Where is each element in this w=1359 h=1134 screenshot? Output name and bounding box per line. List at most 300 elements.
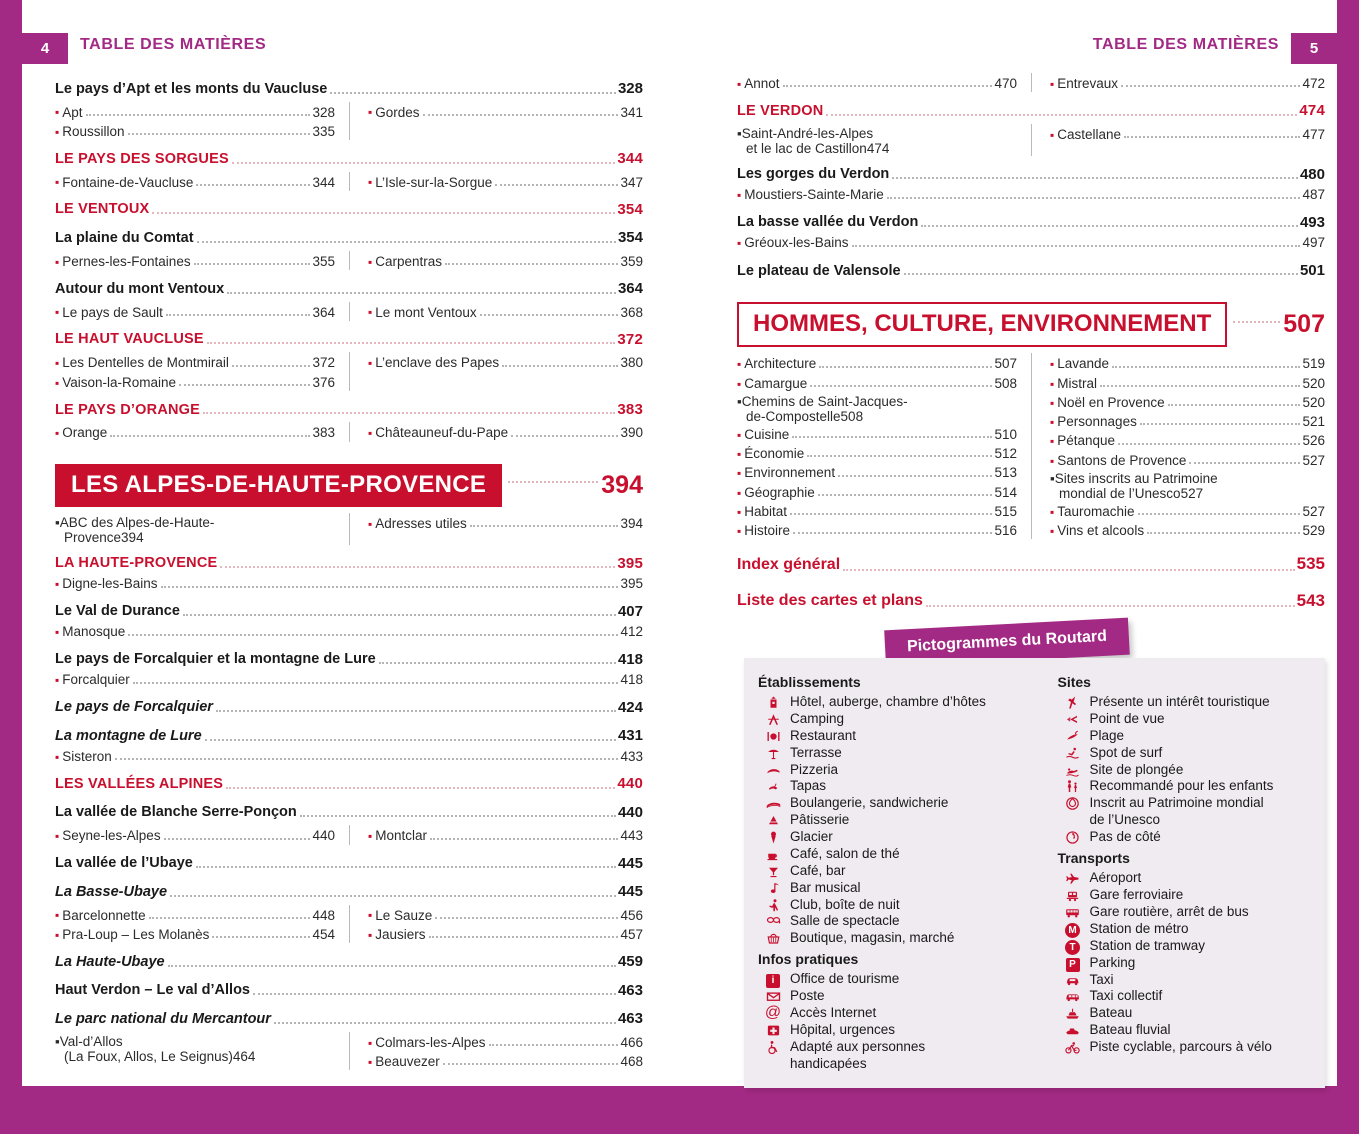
- toc-item[interactable]: [737, 186, 1325, 204]
- toc-part-banner[interactable]: [55, 464, 643, 507]
- toc-entry-page: 335: [312, 123, 335, 139]
- pictogram-row: [756, 846, 1038, 863]
- leader-dots: [430, 838, 618, 840]
- leader-dots: [194, 263, 311, 265]
- toc-entry-page: 364: [617, 280, 643, 298]
- metro-icon: M: [1065, 923, 1080, 938]
- pictogram-row: [1056, 972, 1320, 989]
- toc-two-column-group: [55, 1032, 643, 1071]
- toc-entry-page: 464: [232, 1048, 256, 1064]
- toc-sub-item[interactable]: [368, 304, 643, 321]
- toc-section-heading[interactable]: [55, 200, 643, 220]
- toc-two-column-group: [737, 73, 1325, 92]
- toc-part-banner[interactable]: [737, 302, 1325, 347]
- toc-entry-page: 431: [617, 727, 643, 745]
- pictogram-row: [1056, 711, 1320, 728]
- toc-entry-label: LE PAYS D’ORANGE: [55, 401, 201, 418]
- toc-sub-item[interactable]: [55, 123, 335, 140]
- pictogram-column-left: [756, 670, 1038, 1078]
- toc-sub-item[interactable]: [737, 355, 1017, 372]
- leader-dots: [810, 385, 992, 387]
- toc-entry-label: La basse vallée du Verdon: [737, 214, 919, 231]
- toc-heading[interactable]: [737, 261, 1325, 281]
- leader-dots: [149, 917, 311, 919]
- toc-sub-item[interactable]: [368, 926, 643, 943]
- leader-dots: [220, 566, 615, 568]
- toc-sub-item[interactable]: [55, 253, 335, 270]
- toc-sub-item[interactable]: [1050, 471, 1325, 501]
- toc-subheading-italic[interactable]: [55, 952, 643, 972]
- toc-entry-page: 459: [617, 953, 643, 971]
- toc-entry-page: 418: [617, 650, 643, 668]
- leader-dots: [445, 263, 618, 265]
- pictogram-row: [1056, 1022, 1320, 1039]
- pictogram-label-line1: Station de tramway: [1089, 937, 1206, 953]
- leader-dots: [1124, 136, 1300, 138]
- toc-two-column-group: [55, 302, 643, 321]
- toc-entry-label: Carpentras: [375, 253, 443, 269]
- toc-entry-page: 521: [1302, 414, 1325, 430]
- leader-dots: [807, 455, 992, 457]
- toc-entry-label: Mistral: [1057, 375, 1098, 391]
- pictogram-label-line1: Bateau: [1089, 1005, 1133, 1021]
- toc-entry-label: Sisteron: [62, 748, 112, 764]
- toc-subheading-italic[interactable]: [55, 1009, 643, 1029]
- airplane-icon: [1056, 870, 1090, 886]
- pictogram-label-line1: Club, boîte de nuit: [790, 896, 900, 912]
- toc-two-column-group: [55, 513, 643, 545]
- pictogram-label: [1090, 938, 1206, 955]
- bullet-icon: ▪: [55, 829, 60, 844]
- toc-entry-label-line1: [737, 126, 1017, 141]
- leader-dots: [115, 758, 619, 760]
- toc-section-heading[interactable]: [55, 149, 643, 169]
- toc-sub-item[interactable]: [55, 424, 335, 441]
- toc-entry-page: 526: [1302, 433, 1325, 449]
- leader-dots: [1112, 366, 1300, 368]
- leader-dots: [508, 481, 598, 483]
- toc-sub-item[interactable]: [368, 1034, 643, 1051]
- toc-sub-item[interactable]: [1050, 413, 1325, 430]
- toc-sub-item[interactable]: [1050, 126, 1325, 143]
- toc-heading[interactable]: [737, 213, 1325, 233]
- toc-sub-item[interactable]: [1050, 452, 1325, 469]
- leader-dots: [1147, 532, 1300, 534]
- toc-sub-item[interactable]: [368, 907, 643, 924]
- pictogram-row: [1056, 728, 1320, 745]
- bullet-icon: ▪: [55, 927, 60, 942]
- toc-entry-page: 443: [620, 828, 643, 844]
- bullet-icon: ▪: [368, 1035, 373, 1050]
- pictogram-row: [1056, 955, 1320, 972]
- toc-entry-label: Castellane: [1057, 126, 1122, 142]
- toc-column-right: [737, 70, 1325, 612]
- pictograms-legend-box: [744, 658, 1325, 1088]
- toc-sub-item[interactable]: [1050, 355, 1325, 372]
- toc-sub-item[interactable]: [55, 304, 335, 321]
- bullet-icon: ▪: [737, 76, 742, 91]
- toc-sub-item[interactable]: [55, 174, 335, 191]
- toc-sub-column-left: [55, 422, 349, 441]
- toc-sub-item[interactable]: [55, 827, 335, 844]
- shopping-basket-icon: [756, 930, 790, 946]
- bullet-icon: ▪: [1050, 453, 1055, 468]
- pictogram-label: [790, 863, 846, 880]
- surf-icon: [1056, 745, 1090, 761]
- bullet-icon: ▪: [737, 357, 742, 372]
- toc-sub-column-left: [55, 825, 349, 844]
- toc-entry-page: 454: [312, 926, 335, 942]
- toc-entry-label: Cuisine: [744, 426, 790, 442]
- toc-sub-item[interactable]: [737, 394, 1017, 424]
- toc-entry-label: Vaison-la-Romaine: [62, 374, 177, 390]
- pictogram-label: [790, 728, 856, 745]
- toc-entry-label: Le mont Ventoux: [375, 304, 477, 320]
- bullet-icon: ▪: [55, 426, 60, 441]
- leader-dots: [790, 513, 992, 515]
- toc-entry-page: 354: [617, 200, 643, 218]
- toc-entry-page: 468: [620, 1053, 643, 1069]
- leader-dots: [205, 739, 616, 741]
- toc-sub-item[interactable]: [55, 354, 335, 371]
- toc-entry-label-line1: [55, 515, 335, 530]
- toc-part-banner-page: 507: [1283, 310, 1325, 339]
- pictogram-label: [790, 846, 900, 863]
- toc-sub-item[interactable]: [368, 515, 643, 532]
- toc-item[interactable]: [737, 234, 1325, 252]
- bullet-icon: ▪: [737, 447, 742, 462]
- bullet-icon: ▪: [1050, 470, 1055, 486]
- toc-entry-label: Le pays de Forcalquier: [55, 699, 213, 716]
- toc-section-heading[interactable]: [55, 400, 643, 420]
- pictogram-row: [756, 829, 1038, 846]
- toc-heading[interactable]: [737, 165, 1325, 185]
- toc-entry-label: Colmars-les-Alpes: [375, 1034, 486, 1050]
- bullet-icon: ▪: [1050, 524, 1055, 539]
- pictogram-label: [790, 812, 849, 829]
- toc-two-column-group: [55, 251, 643, 270]
- pictogram-label-line1: Café, bar: [790, 862, 846, 878]
- leader-dots: [818, 494, 993, 496]
- pictogram-row: [1056, 870, 1320, 887]
- toc-entry-label: Sites inscrits au Patrimoine: [1054, 470, 1218, 486]
- pictogram-label-line1: Boutique, magasin, marché: [790, 930, 955, 946]
- toc-entry-page: 359: [620, 253, 643, 269]
- toc-sub-item[interactable]: [368, 1053, 643, 1070]
- leader-dots: [1233, 321, 1280, 323]
- pictogram-label: [1090, 972, 1114, 989]
- bullet-icon: ▪: [55, 305, 60, 320]
- toc-sub-item[interactable]: [1050, 75, 1325, 92]
- bullet-icon: ▪: [55, 908, 60, 923]
- pictogram-label: [790, 1005, 876, 1022]
- toc-back-matter-entry[interactable]: [737, 590, 1325, 612]
- at-sign-icon: @: [764, 1004, 782, 1021]
- toc-entry-label: ABC des Alpes-de-Haute-: [59, 514, 215, 530]
- toc-entry-page: 512: [994, 446, 1017, 462]
- toc-sub-item[interactable]: [737, 375, 1017, 392]
- toc-sub-item[interactable]: [368, 424, 643, 441]
- bullet-icon: ▪: [368, 105, 373, 120]
- page-frame-notch-right: [1277, 0, 1337, 33]
- toc-heading[interactable]: [55, 602, 643, 622]
- toc-entry-label: La vallée de l’Ubaye: [55, 855, 193, 872]
- pictogram-row: [1056, 988, 1320, 1005]
- toc-part-banner-label: LES ALPES-DE-HAUTE-PROVENCE: [55, 464, 502, 507]
- pictogram-label-line1: Gare routière, arrêt de bus: [1089, 903, 1249, 919]
- toc-entry-page: 354: [617, 229, 643, 247]
- theatre-masks-icon: [756, 913, 790, 929]
- toc-heading[interactable]: [55, 854, 643, 874]
- leader-dots: [892, 177, 1298, 179]
- toc-item[interactable]: [55, 748, 643, 766]
- pictogram-label-line1: Glacier: [790, 829, 833, 844]
- toc-sub-item[interactable]: [1050, 394, 1325, 411]
- pictogram-label-line1: Plage: [1089, 727, 1125, 743]
- wheelchair-icon: [756, 1039, 790, 1055]
- toc-entry-label: Géographie: [744, 484, 815, 500]
- toc-sub-column-left: [737, 73, 1031, 92]
- toc-item[interactable]: [55, 575, 643, 593]
- pictogram-row: [1056, 938, 1320, 955]
- leader-dots: [133, 682, 619, 684]
- tramway-icon: [1056, 938, 1090, 955]
- toc-entry-page: 472: [1302, 76, 1325, 91]
- toc-entry-page: 510: [994, 426, 1017, 442]
- toc-sub-column-left: [55, 513, 349, 545]
- toc-section-heading[interactable]: [737, 101, 1325, 121]
- toc-heading[interactable]: [55, 79, 643, 99]
- bullet-icon: ▪: [55, 375, 60, 390]
- leader-dots: [179, 384, 310, 386]
- toc-entry-page: 344: [312, 174, 335, 190]
- pictogram-group-title: Établissements: [758, 674, 861, 690]
- leader-dots: [216, 710, 616, 712]
- leader-dots: [203, 412, 615, 414]
- bullet-icon: ▪: [737, 504, 742, 519]
- toc-sub-item[interactable]: [368, 827, 643, 844]
- toc-item[interactable]: [55, 623, 643, 641]
- toc-entry-label: Montclar: [375, 828, 428, 844]
- toc-entry-label: Moustiers-Sainte-Marie: [744, 187, 884, 203]
- pictogram-label: [790, 1039, 925, 1073]
- page-frame-right: [1337, 0, 1359, 1134]
- toc-entry-label: Apt: [62, 104, 83, 120]
- toc-sub-item[interactable]: [737, 522, 1017, 539]
- toc-heading[interactable]: [55, 650, 643, 670]
- toc-entry-label: Pra-Loup – Les Molanès: [62, 926, 210, 942]
- page-number-left: 4: [22, 33, 68, 64]
- toc-entry-label: La Basse-Ubaye: [55, 883, 168, 900]
- toc-sub-item[interactable]: [368, 354, 643, 371]
- toc-subheading-italic[interactable]: [55, 726, 643, 746]
- toc-sub-item[interactable]: [737, 426, 1017, 443]
- pictogram-label-line1: Site de plongée: [1089, 761, 1184, 777]
- pictogram-label-line1: Présente un intérêt touristique: [1089, 694, 1270, 709]
- pictogram-label: [790, 745, 842, 762]
- toc-entry-page: 347: [620, 174, 643, 190]
- toc-entry-page: 543: [1296, 590, 1325, 610]
- toc-sub-item[interactable]: [368, 174, 643, 191]
- leader-dots: [887, 197, 1301, 199]
- toc-sub-item[interactable]: [737, 484, 1017, 501]
- toc-subheading-italic[interactable]: [55, 698, 643, 718]
- bullet-icon: ▪: [737, 466, 742, 481]
- toc-entry-label-line2: de-Compostelle: [746, 408, 841, 424]
- toc-entry-label: Le parc national du Mercantour: [55, 1010, 271, 1027]
- toc-entry-label: Chemins de Saint-Jacques-: [741, 393, 908, 409]
- toc-sub-item[interactable]: [55, 104, 335, 121]
- pictogram-label-line2: de l’Unesco: [1089, 812, 1161, 828]
- bullet-icon: ▪: [55, 749, 60, 764]
- toc-entry-label: Manosque: [62, 624, 126, 640]
- toc-entry-page: 418: [620, 672, 643, 688]
- leader-dots: [227, 292, 616, 294]
- teacup-icon: [756, 846, 790, 862]
- pictogram-row: [756, 711, 1038, 728]
- toc-sub-item[interactable]: [55, 907, 335, 924]
- pictogram-label: [1090, 745, 1163, 762]
- pictogram-row: [756, 930, 1038, 947]
- pictogram-row: [756, 694, 1038, 711]
- toc-entry-page: 445: [617, 854, 643, 872]
- leader-dots: [511, 435, 618, 437]
- toc-sub-column-left: [55, 172, 349, 191]
- pictogram-label: [1090, 778, 1274, 795]
- bullet-icon: ▪: [1050, 434, 1055, 449]
- toc-sub-item[interactable]: [737, 503, 1017, 520]
- toc-sub-item[interactable]: [737, 464, 1017, 481]
- toc-two-column-group: [55, 825, 643, 844]
- bullet-icon: ▪: [737, 236, 742, 251]
- toc-heading[interactable]: [55, 228, 643, 248]
- toc-two-column-group: [55, 102, 643, 141]
- toc-section-heading[interactable]: [55, 774, 643, 794]
- toc-entry-label: Orange: [62, 425, 108, 441]
- toc-entry-label: Liste des cartes et plans: [737, 591, 923, 609]
- toc-entry-page: 383: [617, 400, 643, 418]
- bullet-icon: ▪: [368, 927, 373, 942]
- toc-sub-column-right: [349, 302, 643, 321]
- toc-sub-item[interactable]: [1050, 432, 1325, 449]
- pictogram-label: [1090, 921, 1189, 938]
- toc-entry-label-line1: [1050, 471, 1325, 486]
- toc-sub-column-left: [737, 124, 1031, 156]
- bullet-icon: ▪: [55, 673, 60, 688]
- toc-sub-item[interactable]: [1050, 522, 1325, 539]
- shared-taxi-icon: [1056, 988, 1090, 1004]
- toc-section-heading[interactable]: [55, 554, 643, 574]
- pictogram-label: [1090, 829, 1161, 846]
- pictogram-label: [1090, 762, 1184, 779]
- leader-dots: [904, 273, 1298, 275]
- toc-entry-label-line2: mondial de l’Unesco: [1059, 485, 1181, 501]
- toc-entry-page: 501: [1299, 261, 1325, 279]
- toc-entry-page: 516: [994, 523, 1017, 539]
- toc-section-heading[interactable]: [55, 330, 643, 350]
- toc-sub-item[interactable]: [55, 926, 335, 943]
- bullet-icon: ▪: [55, 1033, 60, 1049]
- pictogram-label-line1: Pizzeria: [790, 761, 839, 777]
- leader-dots: [793, 532, 992, 534]
- toc-sub-item[interactable]: [55, 515, 335, 545]
- toc-sub-column-right: [349, 905, 643, 944]
- toc-entry-page: 395: [620, 576, 643, 592]
- pictogram-label-line1: Point de vue: [1089, 710, 1165, 726]
- toc-entry-page: 433: [620, 748, 643, 764]
- bullet-icon: ▪: [737, 188, 742, 203]
- toc-entry-page: 395: [617, 554, 643, 572]
- toc-item[interactable]: [55, 671, 643, 689]
- train-icon: [1056, 887, 1090, 903]
- toc-sub-item[interactable]: [737, 126, 1017, 156]
- toc-back-matter-entry[interactable]: [737, 553, 1325, 575]
- pictogram-label: [1090, 904, 1249, 921]
- toc-sub-column-right: [349, 825, 643, 844]
- bullet-icon: ▪: [368, 516, 373, 531]
- toc-entry-page: 463: [617, 1010, 643, 1028]
- toc-entry-label: Seyne-les-Alpes: [62, 828, 161, 844]
- toc-entry-label: Santons de Provence: [1057, 452, 1187, 468]
- pictogram-label: [790, 930, 954, 947]
- toc-entry-label: LE PAYS DES SORGUES: [55, 150, 229, 167]
- toc-sub-item[interactable]: [1050, 375, 1325, 392]
- toc-heading[interactable]: [55, 981, 643, 1001]
- toc-entry-page: 508: [994, 375, 1017, 391]
- toc-entry-label: La plaine du Comtat: [55, 229, 194, 246]
- toc-sub-column-left: [55, 251, 349, 270]
- toc-sub-item[interactable]: [737, 75, 1017, 92]
- toc-entry-label: Architecture: [744, 356, 817, 372]
- running-head-right: TABLE DES MATIÈRES: [1092, 36, 1279, 53]
- pictogram-label: [1090, 988, 1163, 1005]
- toc-two-column-group: [55, 422, 643, 441]
- toc-sub-item[interactable]: [55, 1034, 335, 1064]
- pictogram-label-line1: Camping: [790, 710, 845, 726]
- toc-entry-label: Digne-les-Bains: [62, 576, 158, 592]
- toc-entry-label: Roussillon: [62, 123, 125, 139]
- pictogram-row: [1056, 1039, 1320, 1056]
- toc-sub-item[interactable]: [1050, 503, 1325, 520]
- toc-sub-item[interactable]: [737, 445, 1017, 462]
- envelope-icon: [756, 988, 790, 1004]
- toc-heading[interactable]: [55, 803, 643, 823]
- toc-subheading-italic[interactable]: [55, 882, 643, 902]
- leader-dots: [207, 342, 616, 344]
- leader-dots: [435, 917, 618, 919]
- toc-entry-label-line1: [737, 394, 1017, 409]
- pictogram-label-line1: Taxi: [1089, 971, 1114, 987]
- toc-entry-label: Index général: [737, 555, 841, 573]
- info-icon: i: [766, 974, 780, 988]
- bakery-icon: [756, 795, 790, 811]
- bullet-icon: ▪: [55, 175, 60, 190]
- pictogram-row: [756, 1005, 1038, 1022]
- toc-heading[interactable]: [55, 279, 643, 299]
- toc-sub-item[interactable]: [368, 104, 643, 121]
- leader-dots: [110, 435, 310, 437]
- pictogram-label: [790, 1022, 895, 1039]
- toc-sub-item[interactable]: [55, 374, 335, 391]
- toc-two-column-group: [737, 124, 1325, 156]
- leader-dots: [166, 314, 311, 316]
- bullet-icon: ▪: [55, 254, 60, 269]
- pictogram-row: [756, 971, 1038, 988]
- toc-entry-page: 394: [620, 515, 643, 531]
- toc-sub-item[interactable]: [368, 253, 643, 270]
- info-icon: [756, 971, 790, 988]
- toc-entry-page: 394: [121, 529, 144, 545]
